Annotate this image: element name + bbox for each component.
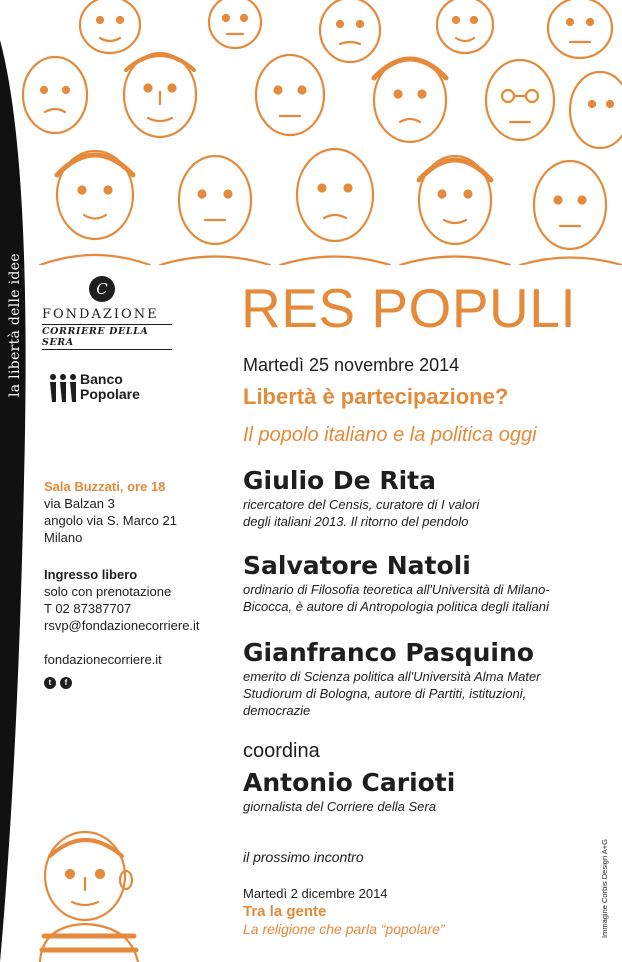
banco-popolare-logo bbox=[48, 370, 178, 410]
social-icons bbox=[44, 670, 76, 689]
next-date: Martedì 2 dicembre 2014 bbox=[243, 886, 388, 901]
banco-people-icon bbox=[48, 372, 78, 404]
booking-note: solo con prenotazione bbox=[44, 584, 172, 599]
speaker-2 bbox=[243, 551, 603, 615]
banco-line1: Banco bbox=[80, 371, 123, 387]
speaker-desc: degli italiani 2013. Il ritorno del pendolo bbox=[243, 514, 469, 529]
fondazione-title: FONDAZIONE bbox=[42, 307, 159, 322]
moderator-label: coordina bbox=[243, 740, 320, 762]
twitter-icon[interactable]: t bbox=[44, 677, 56, 689]
fondazione-emblem-icon bbox=[88, 275, 116, 303]
venue-address1: via Balzan 3 bbox=[44, 496, 115, 511]
venue-city: Milano bbox=[44, 530, 83, 545]
booking-info bbox=[44, 566, 200, 634]
booking-email[interactable]: rsvp@fondazionecorriere.it bbox=[44, 618, 200, 633]
event-date: Martedì 25 novembre 2014 bbox=[243, 355, 460, 375]
moderator-name: Antonio Carioti bbox=[243, 768, 456, 797]
banco-line2: Popolare bbox=[80, 386, 140, 402]
booking-entry: Ingresso libero bbox=[44, 567, 138, 582]
next-subtitle: La religione che parla “popolare” bbox=[243, 921, 445, 937]
speaker-name: Gianfranco Pasquino bbox=[243, 638, 534, 667]
moderator bbox=[243, 768, 603, 815]
speaker-name: Salvatore Natoli bbox=[243, 551, 471, 580]
next-heading: il prossimo incontro bbox=[243, 849, 364, 865]
speaker-desc: ordinario di Filosofia teoretica all'Università di Milano- bbox=[243, 582, 550, 597]
booking-phone: T 02 87387707 bbox=[44, 601, 132, 616]
child-illustration bbox=[30, 826, 155, 962]
speaker-desc: ricercatore del Censis, curatore di I valori bbox=[243, 497, 480, 512]
fondazione-subtitle: CORRIERE DELLA SERA bbox=[42, 324, 172, 350]
facebook-icon[interactable]: f bbox=[60, 677, 72, 689]
speaker-desc: Bicocca, è autore di Antropologia politica degli italiani bbox=[243, 599, 549, 614]
venue-place: Sala Buzzati, ore 18 bbox=[44, 479, 166, 494]
next-title: Tra la gente bbox=[243, 903, 327, 920]
venue-address2: angolo via S. Marco 21 bbox=[44, 513, 177, 528]
venue-info bbox=[44, 478, 177, 546]
svg-text:C: C bbox=[96, 280, 108, 298]
image-credit: Immagine Corbis Design A+G bbox=[600, 838, 609, 938]
side-label: la libertà delle idee bbox=[7, 253, 23, 397]
fondazione-logo bbox=[42, 275, 172, 350]
speaker-name: Giulio De Rita bbox=[243, 466, 436, 495]
website-link[interactable]: fondazionecorriere.it bbox=[44, 652, 162, 667]
moderator-desc: giornalista del Corriere della Sera bbox=[243, 799, 436, 814]
side-band bbox=[0, 0, 30, 962]
event-title: RES POPULI bbox=[241, 277, 577, 339]
speaker-3 bbox=[243, 638, 603, 719]
speaker-desc: Studiorum di Bologna, autore di Partiti, istituzioni, bbox=[243, 686, 527, 701]
event-subtitle: Libertà è partecipazione? bbox=[243, 384, 509, 409]
speaker-desc: democrazie bbox=[243, 703, 311, 718]
speaker-desc: emerito di Scienza politica all'Università Alma Mater bbox=[243, 669, 541, 684]
crowd-illustration bbox=[0, 0, 622, 265]
event-subsubtitle: Il popolo italiano e la politica oggi bbox=[243, 424, 537, 446]
speaker-1 bbox=[243, 466, 603, 530]
